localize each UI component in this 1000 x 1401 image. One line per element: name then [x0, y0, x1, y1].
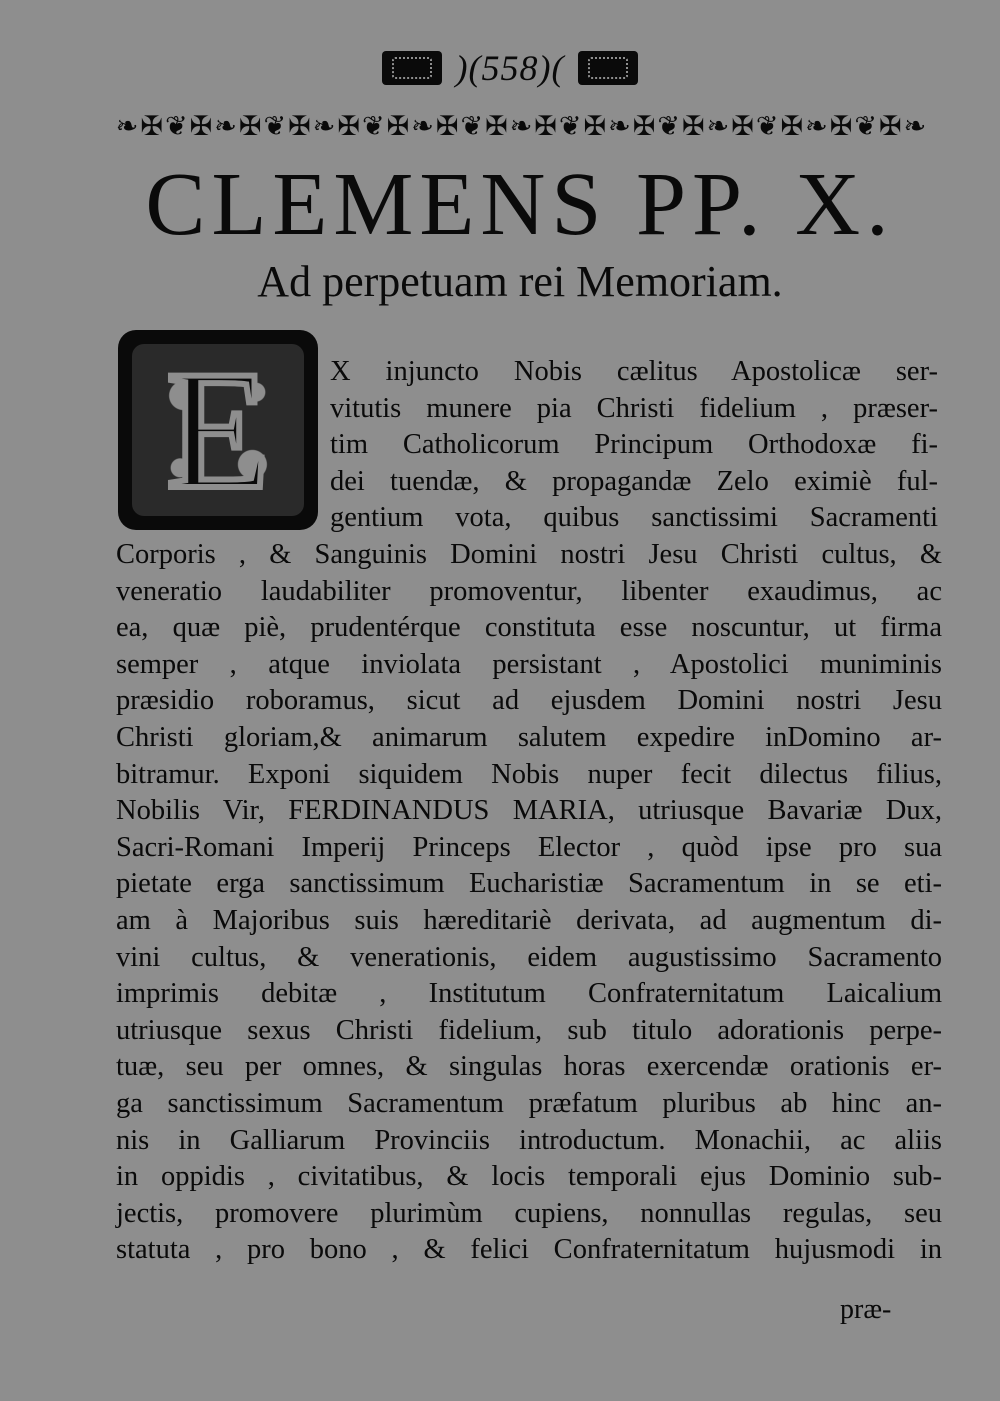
left-ornament-icon — [382, 51, 442, 85]
page-number: )(558)( — [455, 48, 565, 88]
text-line: jectis, promovere plurimùm cupiens, nonnullas regulas, seu — [116, 1197, 942, 1229]
text-line: veneratio laudabiliter promoventur, libenter exaudimus, ac — [116, 575, 942, 607]
text-line: X injuncto Nobis cælitus Apostolicæ ser- — [330, 356, 938, 387]
text-line: statuta , pro bono , & felici Confraternitatum hujusmodi in — [116, 1234, 942, 1266]
text-line: nis in Galliarum Provinciis introductum. Monachii, ac aliis — [116, 1124, 942, 1156]
document-title: CLEMENS PP. X. — [145, 155, 895, 254]
text-line: imprimis debitæ , Institutum Confraternitatum Laicalium — [116, 978, 942, 1010]
text-line: am à Majoribus suis hæreditariè derivata, ad augmentum di- — [116, 905, 942, 936]
text-line: Christi gloriam,& animarum salutem expedire inDomino ar- — [116, 722, 942, 753]
text-line: dei tuendæ, & propagandæ Zelo eximiè ful- — [330, 465, 938, 497]
initial-letter: E — [166, 336, 270, 524]
text-line: ea, quæ piè, prudentérque constituta esse noscuntur, ut firma — [116, 612, 942, 644]
text-line: utriusque sexus Christi fidelium, sub titulo adorationis perpe- — [116, 1014, 942, 1046]
decorated-initial — [118, 330, 318, 530]
text-line: semper , atque inviolata persistant , Apostolici muniminis — [116, 648, 942, 680]
text-line: gentium vota, quibus sanctissimi Sacramenti — [330, 502, 938, 534]
ornamental-band: ❧✠❦✠❧✠❦✠❧✠❦✠❧✠❦✠❧✠❦✠❧✠❦✠❧✠❦✠❧✠❦✠❧ — [115, 111, 929, 141]
text-line: vitutis munere pia Christi fidelium , præser- — [330, 392, 938, 424]
text-line: tim Catholicorum Principum Orthodoxæ fi- — [330, 429, 938, 461]
text-line: Corporis , & Sanguinis Domini nostri Jesu Christi cultus, & — [116, 539, 942, 570]
text-line: in oppidis , civitatibus, & locis temporali ejus Dominio sub- — [116, 1161, 942, 1193]
text-line: pietate erga sanctissimum Eucharistiæ Sacramentum in se eti- — [116, 868, 942, 900]
text-line: Sacri-Romani Imperij Princeps Elector , quòd ipse pro sua — [116, 831, 942, 863]
text-line: vini cultus, & venerationis, eidem augustissimo Sacramento — [116, 941, 942, 973]
text-line: Nobilis Vir, FERDINANDUS MARIA, utriusque Bavariæ Dux, — [116, 795, 942, 827]
text-line: bitramur. Exponi siquidem Nobis nuper fecit dilectus filius, — [116, 758, 942, 790]
page-header — [100, 42, 920, 94]
catchword: præ- — [840, 1294, 892, 1325]
text-line: tuæ, seu per omnes, & singulas horas exercendæ orationis er- — [116, 1051, 942, 1083]
right-ornament-icon — [578, 51, 638, 85]
text-line: ga sanctissimum Sacramentum præfatum pluribus ab hinc an- — [116, 1088, 942, 1119]
text-line: præsidio roboramus, sicut ad ejusdem Domini nostri Jesu — [116, 685, 942, 717]
document-subtitle: Ad perpetuam rei Memoriam. — [257, 257, 783, 306]
